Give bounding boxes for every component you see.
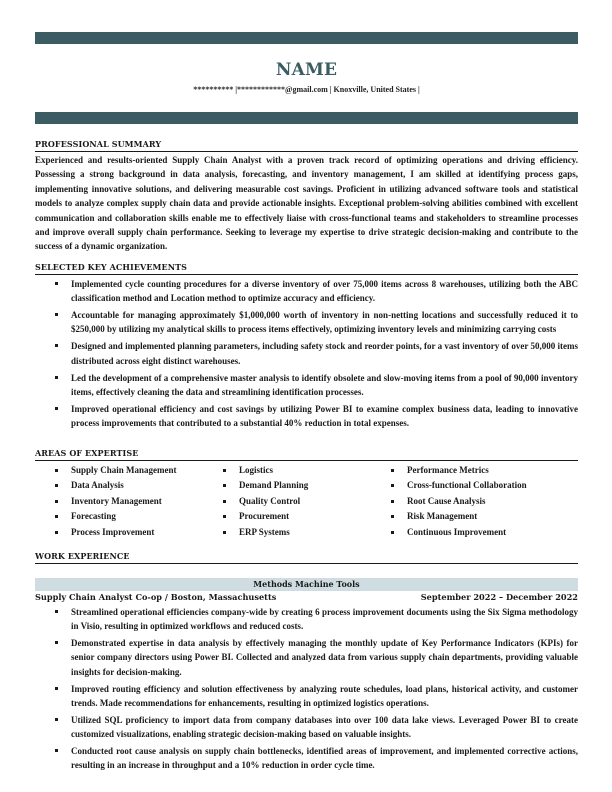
list-item xyxy=(35,339,578,367)
skill-label: Forecasting xyxy=(71,511,116,522)
list-item xyxy=(35,509,203,524)
list-item xyxy=(35,494,203,509)
bullet-icon xyxy=(55,500,58,503)
section-title: PROFESSIONAL SUMMARY xyxy=(35,139,578,152)
header-bar-top xyxy=(35,32,578,44)
bullet-icon xyxy=(55,484,58,487)
bullet-icon xyxy=(391,531,394,534)
bullet-icon xyxy=(55,313,58,316)
summary-text: Experienced and results-oriented Supply Chain Analyst with a proven track record of optimizing operations and driving efficiency. Possessing a strong background in data analysis, forecasting, and inventory management, I am skilled at identifying process gaps, implementing innovative solutions, and delivering measurable cost savings. Proficient in utilizing advanced software tools and statistical models to analyze complex supply chain data and provide actionable insights. Exceptional problem-solving abilities combined with excellent communication and collaboration skills enable me to effectively liaise with cross-functional teams and stakeholders to streamline processes and improve overall supply chain performance. Seeking to leverage my expertise to drive strategic decision-making and contribute to the success of a dynamic organization. xyxy=(35,155,578,252)
list-item-text: Improved operational efficiency and cost savings by utilizing Power BI to examine complex business data, leading to innovative process improvements that contributed to a substantial 40% reduction in total expenses. xyxy=(71,403,578,429)
achievements-section xyxy=(35,262,578,433)
skill-label: Demand Planning xyxy=(239,480,309,491)
list-item xyxy=(35,682,578,710)
header-bar-bottom xyxy=(35,112,578,124)
skill-label: ERP Systems xyxy=(239,526,290,537)
list-item-text: Accountable for managing approximately $1,000,000 worth of inventory in non-netting locations and successfully reduced it to $250,000 by utilizing my analytical skills to process items effectively, optimizing inventory levels and minimizing carrying costs xyxy=(71,310,578,335)
expertise-column xyxy=(35,463,203,540)
job-bullets xyxy=(35,605,578,772)
list-item xyxy=(35,308,578,336)
section-title: SELECTED KEY ACHIEVEMENTS xyxy=(35,262,578,275)
skill-label: Supply Chain Management xyxy=(71,465,177,475)
expertise-column xyxy=(371,463,578,540)
list-item-text: Led the development of a comprehensive master analysis to identify obsolete and slow-moving items from a pool of 90,000 inventory items, effectively cleaning the data and streamlining identification processes. xyxy=(71,372,578,397)
list-item xyxy=(35,402,578,430)
bullet-icon xyxy=(391,484,394,487)
list-item-text: Implemented cycle counting procedures for a diverse inventory of over 75,000 items across 8 warehouses, utilizing both the ABC classification method and Location method to optimize accuracy and efficiency. xyxy=(71,279,578,304)
list-item-text: Designed and implemented planning parameters, including safety stock and reorder points, for a vast inventory of over 50,000 items distributed across eight distinct warehouses. xyxy=(71,341,578,366)
job-role: Supply Chain Analyst Co-op / Boston, Massachusetts xyxy=(35,592,277,602)
list-item xyxy=(35,277,578,305)
list-item-text: Conducted root cause analysis on supply chain bottlenecks, identified areas of improvement, and implemented corrective actions, resulting in an increase in throughput and a 10% reduction in order cycle time. xyxy=(71,746,578,771)
bullet-icon xyxy=(55,344,58,347)
expertise-section xyxy=(35,448,578,540)
professional-summary-section xyxy=(35,139,578,254)
achievements-list xyxy=(35,277,578,430)
bullet-icon xyxy=(55,282,58,285)
skill-label: Logistics xyxy=(239,465,274,475)
list-item xyxy=(371,478,578,493)
list-item xyxy=(203,525,371,540)
bullet-icon xyxy=(55,641,58,644)
list-item-text: Demonstrated expertise in data analysis by effectively managing the monthly update of Key Performance Indicators (KPIs) for senior company directors using Power BI. Collected and analyzed data from various supply chain departments, providing valuable insights for decision-making. xyxy=(71,638,578,677)
section-title: WORK EXPERIENCE xyxy=(35,551,578,564)
bullet-icon xyxy=(55,407,58,410)
skill-label: Performance Metrics xyxy=(407,465,489,475)
list-item xyxy=(35,525,203,540)
section-title: AREAS OF EXPERTISE xyxy=(35,448,578,461)
list-item xyxy=(203,509,371,524)
bullet-icon xyxy=(55,469,58,472)
list-item xyxy=(35,478,203,493)
skill-label: Quality Control xyxy=(239,495,301,506)
job-dates: September 2022 – December 2022 xyxy=(420,592,578,602)
list-item xyxy=(371,494,578,509)
skill-label: Procurement xyxy=(239,511,290,522)
list-item xyxy=(203,494,371,509)
skill-label: Inventory Management xyxy=(71,495,162,506)
bullet-icon xyxy=(223,531,226,534)
skill-label: Cross-functional Collaboration xyxy=(407,480,527,491)
skill-label: Risk Management xyxy=(407,511,478,522)
bullet-icon xyxy=(223,484,226,487)
list-item xyxy=(35,636,578,679)
skill-label: Root Cause Analysis xyxy=(407,495,486,506)
skill-label: Data Analysis xyxy=(71,480,124,491)
list-item xyxy=(35,744,578,772)
bullet-icon xyxy=(391,515,394,518)
bullet-icon xyxy=(391,500,394,503)
list-item xyxy=(203,478,371,493)
list-item-text: Utilized SQL proficiency to import data from company databases into over 100 data lake views. Leveraged Power BI to create customized visualizations, enabling strategic decision-making based on valuable insights. xyxy=(71,714,578,740)
bullet-icon xyxy=(223,469,226,472)
bullet-icon xyxy=(391,469,394,472)
list-item-text: Streamlined operational efficiencies company-wide by creating 6 process improvement documents using the Six Sigma methodology in Visio, resulting in optimized workflows and reduced costs. xyxy=(71,607,578,632)
bullet-icon xyxy=(55,610,58,613)
list-item xyxy=(371,509,578,524)
list-item xyxy=(35,371,578,399)
list-item xyxy=(371,525,578,540)
skill-label: Process Improvement xyxy=(71,526,155,537)
list-item xyxy=(35,463,203,478)
list-item xyxy=(35,713,578,741)
expertise-grid xyxy=(35,463,578,540)
bullet-icon xyxy=(55,718,58,721)
list-item xyxy=(35,605,578,633)
skill-label: Continuous Improvement xyxy=(407,526,507,537)
list-item-text: Improved routing efficiency and solution effectiveness by analyzing route schedules, load plans, historical activity, and customer trends. Made recommendations for enhancements, resulting in optimized logistics operations. xyxy=(71,683,578,708)
candidate-name: NAME xyxy=(275,60,338,80)
role-row xyxy=(35,591,578,604)
bullet-icon xyxy=(223,500,226,503)
bullet-icon xyxy=(55,515,58,518)
contact-line: ********** |************@gmail.com | Knoxville, United States | xyxy=(193,85,420,94)
bullet-icon xyxy=(55,749,58,752)
list-item xyxy=(371,463,578,478)
company-name: Methods Machine Tools xyxy=(35,578,578,591)
list-item xyxy=(203,463,371,478)
work-experience-section xyxy=(35,551,578,775)
bullet-icon xyxy=(55,531,58,534)
bullet-icon xyxy=(223,515,226,518)
bullet-icon xyxy=(55,376,58,379)
expertise-column xyxy=(203,463,371,540)
bullet-icon xyxy=(55,687,58,690)
